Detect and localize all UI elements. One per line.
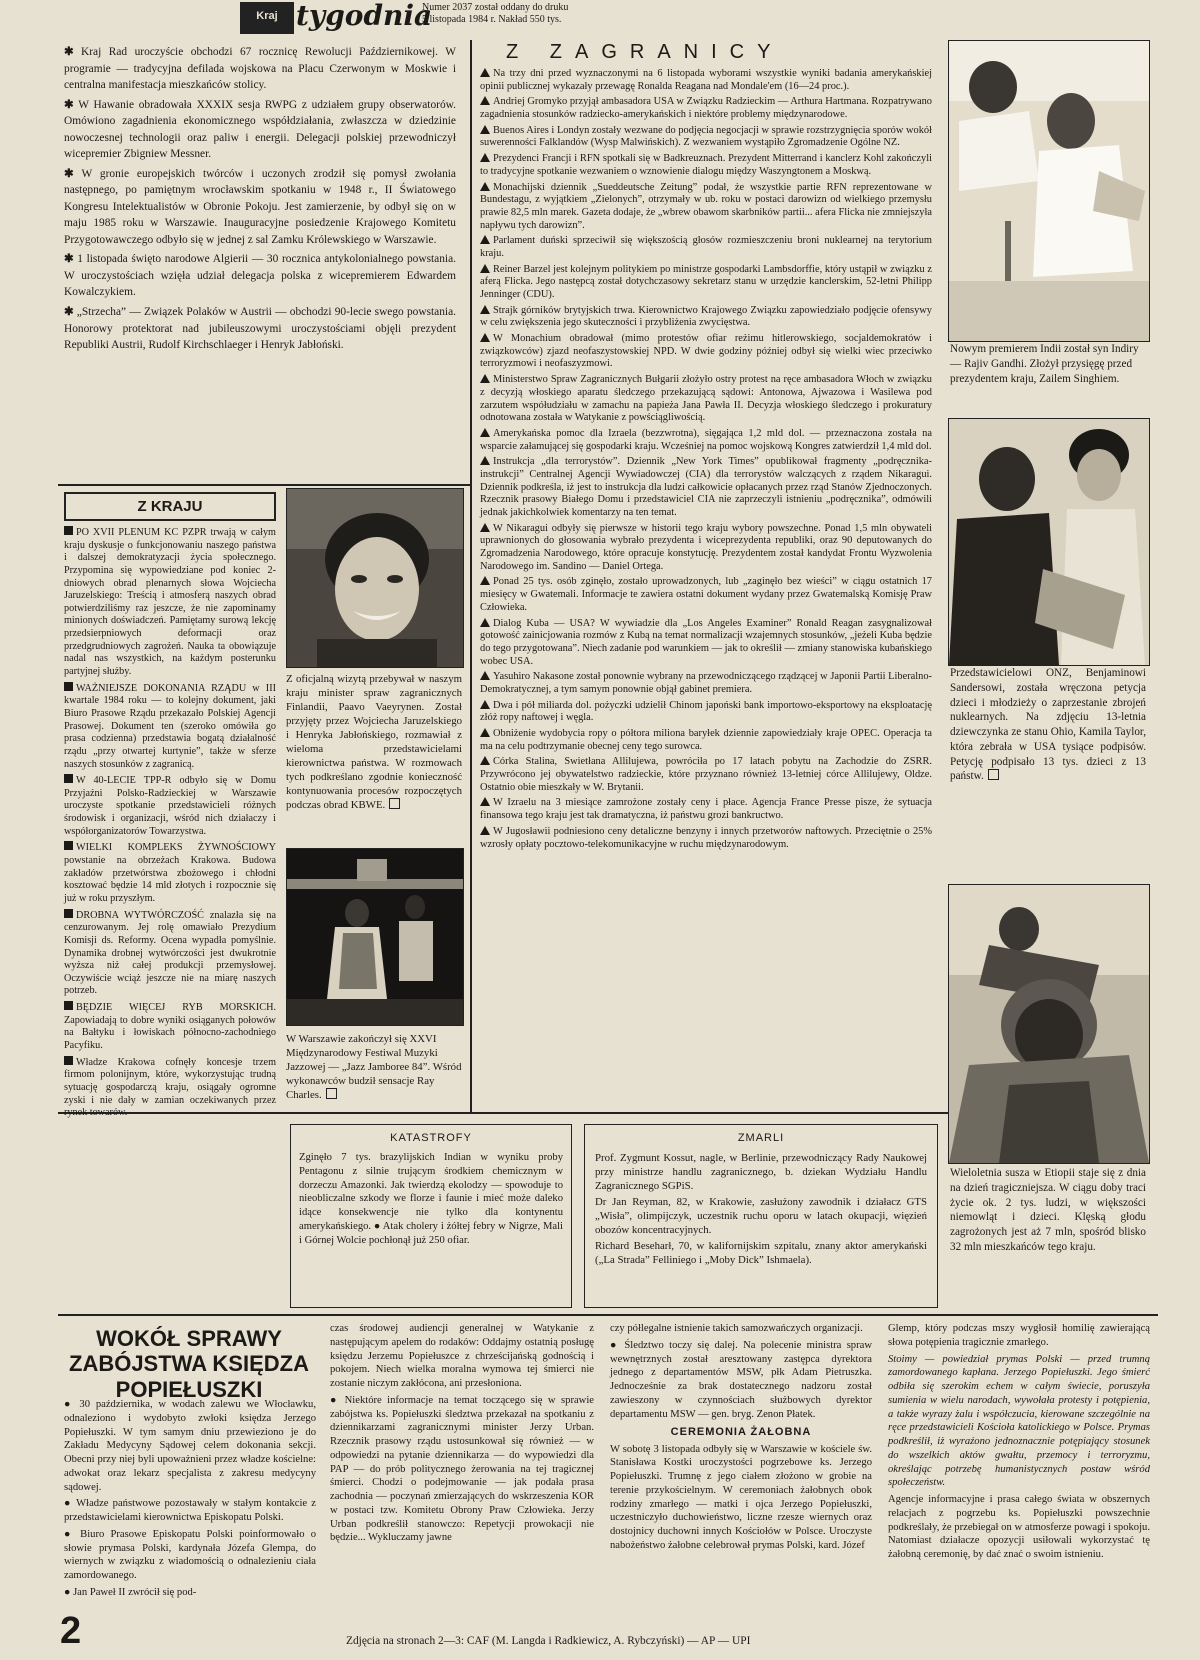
zagranicy-item: Buenos Aires i Londyn zostały wezwane do podjęcia negocjacji w sprawie rozstrzygnięcia sporów wokół suwerenności Falklandów (Wysp Malwińskich). Z wezwaniem wystąpiło Zgromadzenie Ogólne NZ. — [480, 124, 932, 149]
z-kraju-title: Z KRAJU — [64, 492, 276, 521]
bullet-dot-icon: ● — [64, 1528, 81, 1540]
obituary-item: Dr Jan Reyman, 82, w Krakowie, zasłużony zawodnik i działacz GTS „Wisła”, olimpijczyk, uczestnik ruchu oporu w latach okupacji, więzień obozów koncentracyjnych. — [595, 1196, 927, 1237]
section-divider — [58, 484, 470, 486]
popieluszko-col3 — [610, 1322, 872, 1556]
end-mark-icon — [389, 798, 400, 809]
star-icon: ✱ — [64, 305, 77, 318]
triangle-bullet-icon — [480, 700, 490, 709]
z-kraju-item: W 40-LECIE TPP-R odbyło się w Domu Przyjaźni Polsko-Radzieckiej w Warszawie uroczyste spotkanie przedstawicieli różnych środowisk i organizacji, wśród nich działaczy i współorganizatorów Towarzystwa. — [64, 775, 276, 837]
bullet-square-icon — [64, 841, 73, 850]
zagranicy-item: Prezydenci Francji i RFN spotkali się w Badkreuznach. Prezydent Mitterrand i kanclerz Kohl zakończyli to tradycyjne spotkanie wezwaniem o wznowienie dialogu między Waszyngtonem a Moskwą. — [480, 153, 932, 177]
triangle-bullet-icon — [480, 728, 490, 737]
triangle-bullet-icon — [480, 576, 490, 585]
triangle-bullet-icon — [480, 523, 490, 532]
bullet-square-icon — [64, 682, 73, 691]
popieluszko-item: ● 30 października, w wodach zalewu we Włocławku, odnaleziono i wydobyto zwłoki księdza Jerzego Popiełuszki. W tym samym dniu przewieziono je do Zakładu Medycyny Sądowej celem dokonania sekcji. Obecni przy niej byli upoważnieni przez władze kościelne: adwokat oraz lekarz specjalista z zakresu medycyny sądowej. — [64, 1399, 316, 1493]
triangle-bullet-icon — [480, 428, 490, 437]
print-info-line1: Numer 2037 został oddany do druku — [422, 2, 569, 13]
star-icon: ✱ — [64, 98, 79, 111]
zagranicy-item: Andriej Gromyko przyjął ambasadora USA w Związku Radzieckim — Arthura Hartmana. Rozpatrywano zagadnienia stosunków radziecko-amerykańskich i niektóre problemy międzynarodowe. — [480, 96, 932, 121]
triangle-bullet-icon — [480, 826, 490, 835]
popieluszko-item: ● Niektóre informacje na temat toczącego się w sprawie zabójstwa ks. Popiełuszki śledztwa przekazał na spotkaniu z dziennikarzami zagranicznymi minister Jerzy Urban. Rzecznik prasowy rządu ustosunkował się również — w odpowiedzi na pytanie dziennikarza — do wypowiedzi dla PAP — do prób politycznego żerowania na tej tragicznej śmierci. Chodzi o podejmowanie — jak podała prasa zachodnia — poczynań zmierzających do wskrzeszenia KOR w postaci tzw. Komitetu Obrony Praw Człowieka. Jerzy Urban podkreślił stanowczo: Repetycji prowokacji nie będzie... Wykluczamy jawne — [330, 1394, 594, 1544]
triangle-bullet-icon — [480, 125, 490, 134]
katastrofy-title: KATASTROFY — [390, 1132, 472, 1144]
popieluszko-col2 — [330, 1322, 594, 1548]
kraj-news-item: ✱ 1 listopada święto narodowe Algierii — 30 rocznica antykolonialnego powstania. W uroczystościach wzięła udział delegacja polska z wicepremierem Edwardem Kowalczykiem. — [64, 253, 456, 299]
triangle-bullet-icon — [480, 333, 490, 342]
triangle-bullet-icon — [480, 264, 490, 273]
zagranicy-item: Obniżenie wydobycia ropy o półtora miliona baryłek dziennie zapowiedziały kraje OPEC. Operacja ta ma na celu podtrzymanie obecnej ceny tego surowca. — [480, 728, 932, 752]
z-zagranicy-column — [480, 68, 932, 854]
popieluszko-item: ● Biuro Prasowe Episkopatu Polski poinformowało o słowie prymasa Polski, kardynała Józefa Glempa, do wiernych w związku z wiadomością o odnalezieniu ciała zamordowanego. — [64, 1528, 316, 1582]
bullet-square-icon — [64, 774, 73, 783]
page-number: 2 — [60, 1610, 82, 1652]
obituary-item: Richard Beseharł, 70, w kalifornijskim szpitalu, znany aktor amerykański („La Strada” Felliniego i „Moby Dick” Ishmaela). — [595, 1240, 927, 1267]
bullet-dot-icon: ● — [610, 1339, 625, 1351]
zagranicy-item: W Jugosławii podniesiono ceny detaliczne benzyny i innych przetworów naftowych. Przeciętnie o 25% wzrosły opłaty pocztowo-telekomunikacyjne w ruchu międzynarodowym. — [480, 825, 932, 850]
z-kraju-item: WAŻNIEJSZE DOKONANIA RZĄDU w III kwartale 1984 roku — to kolejny dokument, jaki Biuro Prasowe Rządu przekazało Polskiej Agencji Prasowej. Dokument ten (szeroko omówiła go prasa codzienna) przedstawia bogatą działalność rządu „przy otwartej kurtynie”, także w sferze naszych stosunków z zagranicą. — [64, 682, 276, 770]
zmarli-title: ZMARLI — [737, 1132, 785, 1144]
kraj-news-item: ✱ W gronie europejskich twórców i uczonych zrodził się pomysł zwołania następnego, po pamiętnym wrocławskim spotkaniu w 1948 r., II Światowego Kongresu Intelektualistów w Obronie Pokoju. Jest zamierzenie, by odbył się on w maju 1985 roku w Warszawie. Inauguracyjne posiedzenie Krajowego Komitetu Przygotowawczego odbyło się w jednej z sal Zamku Królewskiego w Warszawie. — [64, 167, 456, 246]
triangle-bullet-icon — [480, 182, 490, 191]
photo-ethiopia-drought — [948, 884, 1150, 1164]
photo-jazz-jamboree — [286, 848, 464, 1026]
popieluszko-item: Stoimy — powiedział prymas Polski — przed trumną zamordowanego kapłana. Jerzego Popiełuszki. Jego śmierć odbiła się szerokim echem w całym świecie, poruszyła sumienia w wielu narodach, wywołała protesty i potępienia, a także wyrazy żalu i współczucia, kierowane szczególnie na ręce przedstawicieli Kościoła katolickiego w Polsce. Prymas podkreślił, iż wyraźono jednoznacznie potępiający stosunek do wszelkich aktów gwałtu, przemocy i terroryzmu, określając potrzebę humanistycznych postaw wśród społeczeństw. — [888, 1353, 1150, 1489]
z-kraju-item: PO XVII PLENUM KC PZPR trwają w całym kraju dyskusje o funkcjonowaniu naszego państwa i dalszej demokratyzacji życia społecznego. Przypomina się wypowiedziane pod koniec 2-dniowych obrad plenarnych słowa Wojciecha Jaruzelskiego: Treścią i atmosferą naszych obrad potwierdziliśmy raz jeszcze, że nie zapominamy minionych doświadczeń. Pamiętamy surową lekcję przedsierpniowych deformacji oraz przedgrudniowych zagrożeń. Nauka ta obowiązuje nadal nas wszystkich, na każdym posterunku partyjnej służby. — [64, 527, 276, 678]
zagranicy-item: Yasuhiro Nakasone został ponownie wybrany na przewodniczącego rządzącej w Japonii Partii Liberalno-Demokratycznej, a tym samym ponownie objął gabinet premiera. — [480, 671, 932, 695]
zagranicy-item: Dialog Kuba — USA? W wywiadzie dla „Los Angeles Examiner” Ronald Reagan zasygnalizował gotowość zainicjowania rozmów z Kubą na temat normalizacji wzajemnych stosunków, „jeżeli Kuba będzie do tego przygotowana”. Niech zadanie pod warunkiem — jak to określił — zmiany stanowiska kubańskiego wobec USA. — [480, 617, 932, 667]
caption-vaeyrynen: Z oficjalną wizytą przebywał w naszym kraju minister spraw zagranicznych Finlandii, Paavo Vaeyrynen. Został przyjęty przez Wojciecha Jaruzelskiego i Henryka Jabłońskiego, rozmawiał z wieloma przedstawicielami kierownictwa państwa. W rozmowach tych podkreślano zgodnie konieczność kontynuowania procesów rozpoczętych podczas obrad KBWE. — [286, 673, 462, 812]
end-mark-icon — [988, 769, 999, 780]
zagranicy-item: Reiner Barzel jest kolejnym politykiem po ministrze gospodarki Lambsdorffie, który ustąpił w związku z aferą Flicka. Jego następcą został dotychczasowy sekretarz stanu w urzędzie kanclerskim, 52-letni Philipp Jenninger (CDU). — [480, 263, 932, 300]
bullet-dot-icon: ● — [373, 1220, 381, 1232]
zagranicy-item: W Monachium obradował (mimo protestów ofiar reżimu hitlerowskiego, socjaldemokratów i związkowców) zjazd neofaszystowskiej NPD. W dwie godziny później odbył się wielki wiec przeciwko terroryzmowi i neofaszyzmowi. — [480, 333, 932, 370]
z-kraju-item: WIELKI KOMPLEKS ŻYWNOŚCIOWY powstanie na obrzeżach Krakowa. Budowa zakładów przetwórstwa zbożowego i chłodni kosztować będzie 14 mld złotych i rozpocznie się już w roku przyszłym. — [64, 842, 276, 904]
photo-onz-petition — [948, 418, 1150, 666]
triangle-bullet-icon — [480, 235, 490, 244]
bullet-square-icon — [64, 526, 73, 535]
triangle-bullet-icon — [480, 96, 490, 105]
photo-vaeyrynen — [286, 488, 464, 668]
popieluszko-col4 — [888, 1322, 1150, 1565]
triangle-bullet-icon — [480, 305, 490, 314]
star-icon: ✱ — [64, 167, 82, 180]
triangle-bullet-icon — [480, 153, 490, 162]
zagranicy-item: Parlament duński sprzeciwił się większością głosów rozmieszczeniu broni nuklearnej na terytorium kraju. — [480, 235, 932, 259]
caption-rajiv-gandhi: Nowym premierem Indii został syn Indiry — Rajiv Gandhi. Złożył przysięgę przed prezydentem kraju, Zailem Singhiem. — [950, 343, 1139, 385]
column-divider — [470, 40, 472, 1112]
star-icon: ✱ — [64, 46, 82, 58]
zagranicy-item: Ministerstwo Spraw Zagranicznych Bułgarii złożyło ostry protest na ręce ambasadora Włoch w związku z decyzją włoskiego aparatu śledczego przekazującą sądowi: Antonowa, Ajwazowa i Wasilewa pod zarzutem współudziału w zamachu na papieża Jana Pawła II. Decyzja włoskiego śledczego i prokuratury odnotowana została w Watykanie z powściągliwością. — [480, 374, 932, 424]
zagranicy-item: Ponad 25 tys. osób zginęło, zostało uprowadzonych, lub „zaginęło bez wieści” w ciągu ostatnich 17 miesięcy w Gwatemali. Informacje te zawiera ostatni dokument wydany przez Gwatemalską Komisję Praw Człowieka. — [480, 576, 932, 613]
triangle-bullet-icon — [480, 68, 490, 77]
masthead-logo: Kraj — [240, 2, 294, 34]
print-info — [422, 2, 568, 25]
caption-jazz-jamboree: W Warszawie zakończył się XXVI Międzynarodowy Festiwal Muzyki Jazzowej — „Jazz Jamboree 84”. Wśród wykonawców budził sensacje Ray Charles. — [286, 1033, 462, 1102]
bullet-dot-icon: ● — [64, 1586, 74, 1598]
kraj-news-item: ✱ W Hawanie obradowała XXXIX sesja RWPG z udziałem grupy obserwatorów. Omówiono zagadnienia ekonomicznego współdziałania, zwłaszcza w dziedzinie nowoczesnej technologii oraz paliw i energii. Delegacji polskiej przewodniczył wicepremier Zbigniew Messner. — [64, 98, 456, 161]
obituary-item: Prof. Zygmunt Kossut, nagle, w Berlinie, przewodniczący Rady Naukowej przy ministrze handlu zagranicznego, b. dziekan Wydziału Handlu Zagranicznego SGPiS. — [595, 1152, 927, 1193]
bullet-dot-icon: ● — [64, 1498, 77, 1510]
bullet-dot-icon: ● — [330, 1394, 345, 1406]
triangle-bullet-icon — [480, 797, 490, 806]
zagranicy-item: Amerykańska pomoc dla Izraela (bezzwrotna), sięgająca 1,2 mld dol. — przeznaczona została na wsparcie załamującej się gospodarki kraju. Wcześniej na pomoc wojskową Kongres zatwierdził 1,4 mld dol. — [480, 427, 932, 452]
star-icon: ✱ — [64, 253, 78, 266]
zagranicy-item: Monachijski dziennik „Sueddeutsche Zeitung” podał, że wszystkie partie RFN reprezentowane w Bundestagu, z wyjątkiem „Zielonych”, otrzymały w ub. roku w postaci darowizn od wielkiego przemysłu prawie 82,5 mln marek. Gazeta dodaje, że „wbrew obawom skarbników partii... afera Flicka nie zmniejszyła napływu tych darowizn”. — [480, 181, 932, 231]
print-info-line2: 5 listopada 1984 r. Nakład 550 tys. — [422, 13, 562, 25]
popieluszko-item: ● Jan Paweł II zwrócił się pod- — [64, 1586, 197, 1598]
zagranicy-item: Córka Stalina, Swietłana Allilujewa, powróciła po 17 latach pobytu na Zachodzie do ZSRR. Przywrócono jej obywatelstwo radzieckie, które przyznano również 13-letniej córce Allilujewy, Oldze. Ostatnio obie mieszkały w W. Brytanii. — [480, 756, 932, 793]
zagranicy-item: Instrukcja „dla terrorystów”. Dziennik „New York Times” opublikował fragmenty „podręcznika-instrukcji” Centralnej Agencji Wywiadowczej (CIA) dla terrorystów walczących z rządem Nikaragui. Dziennik podkreśla, iż jest to instrukcja dla ludzi całkowicie opłacanych przez rząd Stanów Zjednoczonych. Rzecznik prasowy Białego Domu i przedstawiciel CIA nie zaprzeczyli istnieniu „podręcznika”, odmówili jednak jakichkolwiek komentarzy na ten temat. — [480, 456, 932, 518]
zagranicy-item: W Nikaragui odbyły się pierwsze w historii tego kraju wybory powszechne. Ponad 1,5 mln obywateli uprawnionych do głosowania wybrało prezydenta i wiceprezydenta republiki, oraz 90 deputowanych do Zgromadzenia Narodowego, które opracuje konstytucję. Prezydentem został kandydat Frontu Wyzwolenia Narodowego im. Sandino — Daniel Ortega. — [480, 522, 932, 572]
katastrofy-box — [290, 1124, 572, 1308]
z-zagranicy-title: Z ZAGRANICY — [506, 41, 784, 63]
ceremonia-title: CEREMONIA ŻAŁOBNA — [670, 1426, 812, 1439]
triangle-bullet-icon — [480, 618, 490, 627]
zmarli-box — [584, 1124, 938, 1308]
bullet-dot-icon: ● — [64, 1399, 80, 1410]
masthead-title: tygodnia — [296, 0, 433, 32]
caption-ethiopia-drought: Wieloletnia susza w Etiopii staje się z dnia na dzień tragiczniejsza. W ciągu doby traci życie ok. 2 tys. ludzi, w większości niemowląt i dzieci. Klęską głodu zagrożonych jest aż 7 mln, spośród blisko 32 mln mieszkańców tego kraju. — [950, 1167, 1146, 1253]
popieluszko-col1 — [64, 1398, 316, 1603]
triangle-bullet-icon — [480, 374, 490, 383]
popieluszko-item: Agencje informacyjne i prasa całego świata w obszernych relacjach z pogrzebu ks. Popiełuszki powszechnie podkreślały, że przebiegał on w atmosferze powagi i spokoju. Natomiast działacze opozycji usiłowali wykorzystać tę żałobną ceremonię, by dać znać o swoim istnieniu. — [888, 1494, 1150, 1561]
kraj-news-item: ✱ „Strzecha” — Związek Polaków w Austrii — obchodzi 90-lecie swego powstania. Honorowy protektorat nad jubileuszowymi uroczystościami objęli prezydent Republiki Austrii, Rudolf Kirchschlaeger i Henryk Jabłoński. — [64, 305, 456, 352]
end-mark-icon — [326, 1088, 337, 1099]
bullet-square-icon — [64, 1056, 73, 1065]
katastrofy-text: Zginęło 7 tys. brazylijskich Indian w wyniku proby Pentagonu z silnie trującym środkiem chemicznym w dorzeczu Amazonki. Jak twierdzą ekolodzy — spowoduje to nieobliczalne szkody we florze i faunie i mieć może daleko idące konsekwencje nie tylko dla kontynentu amerykańskiego. ● Atak cholery i żółtej febry w Nigrze, Mali i Górnej Wolcie pochłonął już 250 ofiar. — [299, 1152, 563, 1246]
triangle-bullet-icon — [480, 671, 490, 680]
z-kraju-item: BĘDZIE WIĘCEJ RYB MORSKICH. Zapowiadają to dobre wyniki osiąganych połowów na Bałtyku i łowiskach północno-zachodniego Pacyfiku. — [64, 1002, 276, 1051]
triangle-bullet-icon — [480, 456, 490, 465]
kraj-news-block — [64, 44, 456, 357]
popieluszko-item: ● Śledztwo toczy się dalej. Na polecenie ministra spraw wewnętrznych został aresztowany zastępca dyrektora jednego z departamentów MSW, płk Adam Pietruszka. Jednocześnie za brak dostatecznego nadzoru został zawieszony w czynnościach służbowych dyrektor departamentu MSW — gen. bryg. Zenon Płatek. — [610, 1339, 872, 1420]
popieluszko-item: ● Władze państwowe pozostawały w stałym kontakcie z przedstawicielami kierownictwa Episkopatu Polski. — [64, 1498, 316, 1524]
popieluszko-item: Glemp, który podczas mszy wygłosił homilię zawierającą słowa potępienia tragicznie zmarłego. — [888, 1323, 1150, 1348]
zagranicy-item: W Izraelu na 3 miesiące zamrożone zostały ceny i płace. Agencja France Presse pisze, że sytuacja finansowa tego kraju jest tak dramatyczna, iż państwu grozi bankructwo. — [480, 797, 932, 822]
section-divider — [58, 1314, 1158, 1316]
zagranicy-item: Strajk górników brytyjskich trwa. Kierownictwo Krajowego Związku zapowiedziało podjęcie ofensywy w celu zwiększenia jego skuteczności i przybliżenia zwycięstwa. — [480, 304, 932, 329]
kraj-news-item: ✱ Kraj Rad uroczyście obchodzi 67 rocznicę Rewolucji Październikowej. W programie — tradycyjna defilada wojskowa na Placu Czerwonym w Moskwie i centralna manifestacja mieszkańców stolicy. — [64, 46, 456, 92]
z-kraju-item: Władze Krakowa cofnęły koncesje trzem firmom polonijnym, które, wykorzystując trudną sytuację gospodarczą kraju, osiągały ogromne zyski i nie dały w zamian oczekiwanych przez rynek towarów. — [64, 1056, 276, 1119]
popieluszko-item: czas środowej audiencji generalnej w Watykanie z następującym apelem do rodaków: Oddajmy ostatnią posługę księdzu Jerzemu Popiełuszce z chrześcijańską godnością i pokojem. Niech wielka moralna wymowa tej śmierci nie zostanie niczym zakłócona, ani przesłoniona. — [330, 1323, 594, 1390]
bullet-square-icon — [64, 909, 73, 918]
photo-credits: Zdjęcia na stronach 2—3: CAF (M. Langda i Radkiewicz, A. Rybczyński) — AP — UPI — [346, 1635, 751, 1647]
photo-rajiv-gandhi — [948, 40, 1150, 342]
z-kraju-item: DROBNA WYTWÓRCZOŚĆ znalazła się na cenzurowanym. Jej rolę omawiało Prezydium Komisji ds. Reformy. Ocena wypadła pomyślnie. Dynamika drobnej wytwórczości jest dwukrotnie wyższa niż całej produkcji przemysłowej. Oczywiście wciąż jeszcze nie na miarę naszych potrzeb. — [64, 909, 276, 997]
zmarli-text — [595, 1151, 927, 1267]
triangle-bullet-icon — [480, 756, 490, 765]
zagranicy-item: Na trzy dni przed wyznaczonymi na 6 listopada wyborami wszystkie wyniki badania amerykańskiej opinii publicznej wykazały przewagę Ronalda Reagana nad Mondale'em (16—24 proc.). — [480, 68, 932, 92]
zagranicy-item: Dwa i pół miliarda dol. pożyczki udzielił Chinom japoński bank importowo-eksportowy na eksploatację złóż ropy naftowej i węgla. — [480, 699, 932, 724]
z-kraju-column — [64, 526, 276, 1123]
bullet-square-icon — [64, 1001, 73, 1010]
ceremonia-text: W sobotę 3 listopada odbyły się w Warszawie w kościele św. Stanisława Kostki uroczystości pogrzebowe ks. Jerzego Popiełuszki. Trumnę z jego ciałem złożono w grobie na terenie przykościelnym. W ceremoniach żałobnych obok rodziny zmarłego — matki i ojca Jerzego Popiełuszki, uczestniczyło duchowieństwo, liczne rzesze wiernych oraz dostojnicy duchowni innych Kościołów w Polsce. Uroczyste nabożeństwo żałobne celebrował prymas Polski, kard. Józef — [610, 1443, 872, 1552]
popieluszko-headline: WOKÓŁ SPRAWY ZABÓJSTWA KSIĘDZA POPIEŁUSZKI — [69, 1326, 309, 1402]
popieluszko-item: czy półlegalne istnienie takich samozwańczych organizacji. — [610, 1323, 863, 1334]
caption-onz-petition: Przedstawicielowi ONZ, Benjaminowi Sandersowi, została wręczona petycja dzieci i młodzieży o zaprzestanie zbrojeń nuklearnych. Na zdjęciu 13-letnia dziewczynka ze stanu Ohio, Kamila Taylor, która zebrała w USA tysiące podpisów. Petycję podpisało 13 tys. dzieci z 13 państw. — [950, 667, 1146, 783]
